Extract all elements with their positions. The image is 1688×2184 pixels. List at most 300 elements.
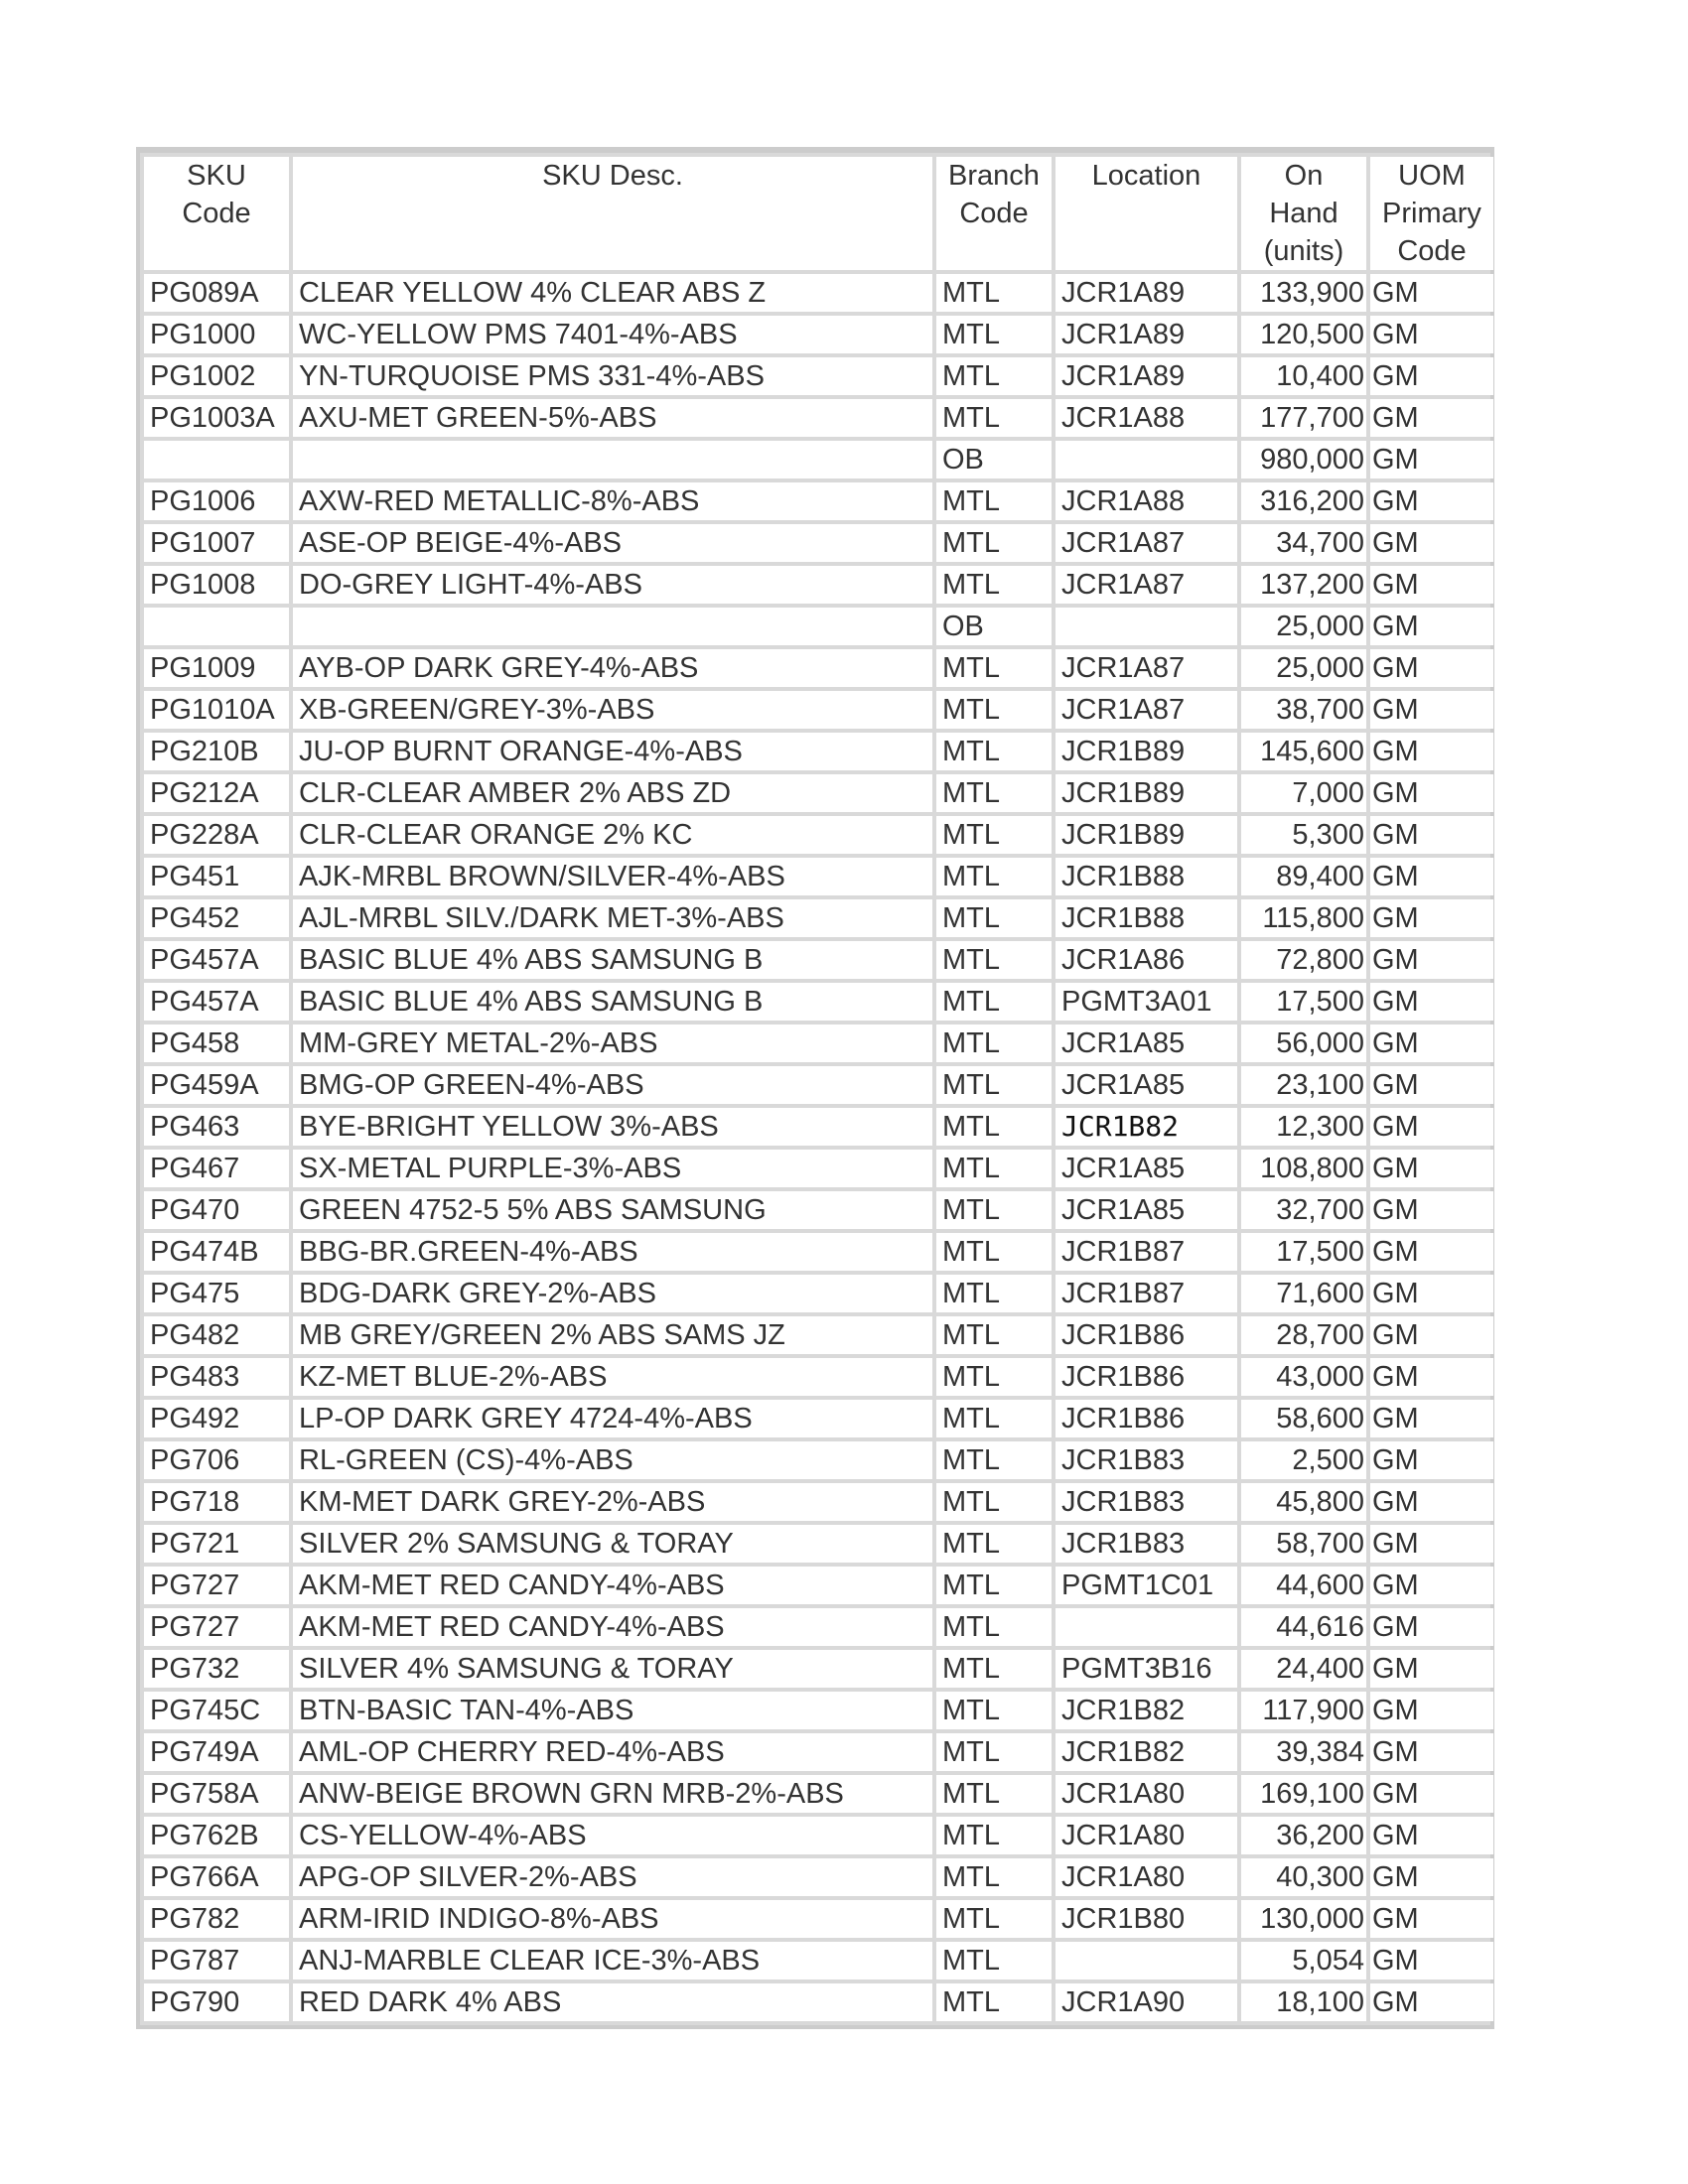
- sku-code-cell: PG787: [144, 1942, 289, 1979]
- location-cell: JCR1B87: [1055, 1233, 1237, 1271]
- table-row: [144, 1358, 1493, 1396]
- on-hand-cell: 133,900: [1241, 274, 1366, 312]
- sku-code-cell: PG457A: [144, 983, 289, 1021]
- sku-desc-cell: AJL-MRBL SILV./DARK MET-3%-ABS: [293, 899, 932, 937]
- branch-code-cell: OB: [936, 608, 1052, 645]
- branch-code-cell: MTL: [936, 1608, 1052, 1646]
- on-hand-cell: 177,700: [1241, 399, 1366, 437]
- table-row: [144, 274, 1493, 312]
- sku-desc-cell: BDG-DARK GREY-2%-ABS: [293, 1275, 932, 1312]
- branch-code-cell: MTL: [936, 1316, 1052, 1354]
- table-row: [144, 357, 1493, 395]
- uom-cell: GM: [1370, 357, 1493, 395]
- sku-desc-cell: RED DARK 4% ABS: [293, 1983, 932, 2021]
- branch-code-cell: MTL: [936, 1024, 1052, 1062]
- branch-code-cell: MTL: [936, 482, 1052, 520]
- header-uom-primary-code: [1370, 157, 1493, 270]
- header-sku-desc: [293, 157, 932, 270]
- table-row: [144, 1525, 1493, 1563]
- table-row: [144, 1108, 1493, 1146]
- uom-cell: GM: [1370, 733, 1493, 770]
- sku-code-cell: PG482: [144, 1316, 289, 1354]
- location-cell: JCR1B82: [1055, 1733, 1237, 1771]
- sku-code-cell: PG1006: [144, 482, 289, 520]
- on-hand-cell: 5,300: [1241, 816, 1366, 854]
- branch-code-cell: MTL: [936, 1066, 1052, 1104]
- location-cell: JCR1B88: [1055, 899, 1237, 937]
- sku-code-cell: [144, 608, 289, 645]
- sku-desc-cell: WC-YELLOW PMS 7401-4%-ABS: [293, 316, 932, 353]
- table-row: [144, 1692, 1493, 1729]
- sku-desc-cell: AML-OP CHERRY RED-4%-ABS: [293, 1733, 932, 1771]
- sku-code-cell: PG1008: [144, 566, 289, 604]
- branch-code-cell: MTL: [936, 649, 1052, 687]
- branch-code-cell: MTL: [936, 816, 1052, 854]
- uom-cell: GM: [1370, 1817, 1493, 1854]
- branch-code-cell: MTL: [936, 733, 1052, 770]
- branch-code-cell: MTL: [936, 1400, 1052, 1437]
- location-cell: JCR1A87: [1055, 691, 1237, 729]
- table-row: [144, 816, 1493, 854]
- location-cell: JCR1A87: [1055, 649, 1237, 687]
- uom-cell: GM: [1370, 608, 1493, 645]
- sku-code-cell: PG457A: [144, 941, 289, 979]
- on-hand-cell: 34,700: [1241, 524, 1366, 562]
- header-branch-code: [936, 157, 1052, 270]
- uom-cell: GM: [1370, 1316, 1493, 1354]
- sku-desc-cell: JU-OP BURNT ORANGE-4%-ABS: [293, 733, 932, 770]
- on-hand-cell: 32,700: [1241, 1191, 1366, 1229]
- sku-code-cell: PG790: [144, 1983, 289, 2021]
- sku-code-cell: PG492: [144, 1400, 289, 1437]
- inventory-table-frame: [136, 147, 1494, 2029]
- sku-desc-cell: LP-OP DARK GREY 4724-4%-ABS: [293, 1400, 932, 1437]
- uom-cell: GM: [1370, 983, 1493, 1021]
- on-hand-cell: 56,000: [1241, 1024, 1366, 1062]
- sku-code-cell: PG463: [144, 1108, 289, 1146]
- uom-cell: GM: [1370, 1150, 1493, 1187]
- location-cell: PGMT3A01: [1055, 983, 1237, 1021]
- location-cell: JCR1A87: [1055, 566, 1237, 604]
- uom-cell: GM: [1370, 1108, 1493, 1146]
- location-cell: [1055, 441, 1237, 478]
- location-cell: JCR1A80: [1055, 1817, 1237, 1854]
- sku-desc-cell: RL-GREEN (CS)-4%-ABS: [293, 1441, 932, 1479]
- location-cell: JCR1B82: [1055, 1108, 1237, 1146]
- header-line: On: [1284, 160, 1324, 192]
- uom-cell: GM: [1370, 1275, 1493, 1312]
- on-hand-cell: 18,100: [1241, 1983, 1366, 2021]
- branch-code-cell: MTL: [936, 399, 1052, 437]
- location-cell: JCR1A88: [1055, 399, 1237, 437]
- sku-code-cell: PG212A: [144, 774, 289, 812]
- branch-code-cell: MTL: [936, 1942, 1052, 1979]
- table-row: [144, 566, 1493, 604]
- table-row: [144, 1567, 1493, 1604]
- branch-code-cell: MTL: [936, 691, 1052, 729]
- table-row: [144, 1608, 1493, 1646]
- sku-code-cell: PG758A: [144, 1775, 289, 1813]
- header-line: Location: [1091, 160, 1201, 192]
- uom-cell: GM: [1370, 941, 1493, 979]
- location-cell: JCR1A87: [1055, 524, 1237, 562]
- branch-code-cell: MTL: [936, 357, 1052, 395]
- location-cell: JCR1A85: [1055, 1150, 1237, 1187]
- on-hand-cell: 17,500: [1241, 1233, 1366, 1271]
- table-row: [144, 1858, 1493, 1896]
- on-hand-cell: 130,000: [1241, 1900, 1366, 1938]
- header-line: SKU: [187, 160, 246, 192]
- on-hand-cell: 25,000: [1241, 608, 1366, 645]
- table-row: [144, 1150, 1493, 1187]
- sku-code-cell: PG1002: [144, 357, 289, 395]
- table-row: [144, 399, 1493, 437]
- table-row: [144, 733, 1493, 770]
- on-hand-cell: 58,600: [1241, 1400, 1366, 1437]
- sku-desc-cell: AJK-MRBL BROWN/SILVER-4%-ABS: [293, 858, 932, 895]
- uom-cell: GM: [1370, 1233, 1493, 1271]
- on-hand-cell: 2,500: [1241, 1441, 1366, 1479]
- sku-code-cell: PG451: [144, 858, 289, 895]
- table-row: [144, 1233, 1493, 1271]
- table-row: [144, 1191, 1493, 1229]
- header-line: UOM: [1398, 160, 1466, 192]
- sku-desc-cell: SILVER 4% SAMSUNG & TORAY: [293, 1650, 932, 1688]
- header-row: [144, 157, 1493, 270]
- uom-cell: GM: [1370, 482, 1493, 520]
- sku-desc-cell: ASE-OP BEIGE-4%-ABS: [293, 524, 932, 562]
- location-cell: JCR1B86: [1055, 1316, 1237, 1354]
- table-row: [144, 1817, 1493, 1854]
- sku-code-cell: PG721: [144, 1525, 289, 1563]
- uom-cell: GM: [1370, 1525, 1493, 1563]
- sku-desc-cell: BYE-BRIGHT YELLOW 3%-ABS: [293, 1108, 932, 1146]
- table-row: [144, 1942, 1493, 1979]
- branch-code-cell: OB: [936, 441, 1052, 478]
- table-row: [144, 941, 1493, 979]
- on-hand-cell: 5,054: [1241, 1942, 1366, 1979]
- on-hand-cell: 115,800: [1241, 899, 1366, 937]
- location-cell: JCR1A80: [1055, 1775, 1237, 1813]
- sku-desc-cell: MM-GREY METAL-2%-ABS: [293, 1024, 932, 1062]
- branch-code-cell: MTL: [936, 1650, 1052, 1688]
- sku-code-cell: PG782: [144, 1900, 289, 1938]
- branch-code-cell: MTL: [936, 1150, 1052, 1187]
- on-hand-cell: 40,300: [1241, 1858, 1366, 1896]
- sku-code-cell: PG1003A: [144, 399, 289, 437]
- sku-code-cell: PG475: [144, 1275, 289, 1312]
- uom-cell: GM: [1370, 1066, 1493, 1104]
- on-hand-cell: 38,700: [1241, 691, 1366, 729]
- table-body: [144, 274, 1493, 2021]
- on-hand-cell: 44,616: [1241, 1608, 1366, 1646]
- uom-cell: GM: [1370, 858, 1493, 895]
- table-row: [144, 1275, 1493, 1312]
- table-row: [144, 1024, 1493, 1062]
- on-hand-cell: 7,000: [1241, 774, 1366, 812]
- table-row: [144, 983, 1493, 1021]
- on-hand-cell: 89,400: [1241, 858, 1366, 895]
- table-row: [144, 1316, 1493, 1354]
- uom-cell: GM: [1370, 1441, 1493, 1479]
- header-line: Primary: [1382, 198, 1481, 229]
- location-cell: JCR1B83: [1055, 1441, 1237, 1479]
- header-line: Code: [1397, 235, 1467, 267]
- location-cell: JCR1B89: [1055, 733, 1237, 770]
- on-hand-cell: 117,900: [1241, 1692, 1366, 1729]
- table-row: [144, 316, 1493, 353]
- location-cell: JCR1A89: [1055, 316, 1237, 353]
- table-row: [144, 1650, 1493, 1688]
- sku-code-cell: PG1009: [144, 649, 289, 687]
- location-cell: JCR1A86: [1055, 941, 1237, 979]
- location-cell: [1055, 1608, 1237, 1646]
- on-hand-cell: 71,600: [1241, 1275, 1366, 1312]
- uom-cell: GM: [1370, 774, 1493, 812]
- branch-code-cell: MTL: [936, 1483, 1052, 1521]
- sku-desc-cell: APG-OP SILVER-2%-ABS: [293, 1858, 932, 1896]
- sku-desc-cell: BMG-OP GREEN-4%-ABS: [293, 1066, 932, 1104]
- location-cell: JCR1B88: [1055, 858, 1237, 895]
- on-hand-cell: 169,100: [1241, 1775, 1366, 1813]
- on-hand-cell: 120,500: [1241, 316, 1366, 353]
- location-cell: JCR1A89: [1055, 357, 1237, 395]
- table-row: [144, 1400, 1493, 1437]
- sku-desc-cell: SX-METAL PURPLE-3%-ABS: [293, 1150, 932, 1187]
- branch-code-cell: MTL: [936, 1233, 1052, 1271]
- location-cell: JCR1B82: [1055, 1692, 1237, 1729]
- uom-cell: GM: [1370, 274, 1493, 312]
- uom-cell: GM: [1370, 1983, 1493, 2021]
- sku-code-cell: [144, 441, 289, 478]
- uom-cell: GM: [1370, 1358, 1493, 1396]
- uom-cell: GM: [1370, 1483, 1493, 1521]
- branch-code-cell: MTL: [936, 899, 1052, 937]
- table-row: [144, 649, 1493, 687]
- sku-code-cell: PG766A: [144, 1858, 289, 1896]
- table-row: [144, 1441, 1493, 1479]
- sku-desc-cell: YN-TURQUOISE PMS 331-4%-ABS: [293, 357, 932, 395]
- sku-desc-cell: GREEN 4752-5 5% ABS SAMSUNG: [293, 1191, 932, 1229]
- uom-cell: GM: [1370, 316, 1493, 353]
- header-line: Hand: [1269, 198, 1338, 229]
- on-hand-cell: 24,400: [1241, 1650, 1366, 1688]
- uom-cell: GM: [1370, 566, 1493, 604]
- sku-desc-cell: [293, 441, 932, 478]
- uom-cell: GM: [1370, 1608, 1493, 1646]
- location-cell: JCR1B89: [1055, 774, 1237, 812]
- branch-code-cell: MTL: [936, 524, 1052, 562]
- uom-cell: GM: [1370, 899, 1493, 937]
- sku-desc-cell: CLR-CLEAR AMBER 2% ABS ZD: [293, 774, 932, 812]
- header-line: SKU Desc.: [542, 160, 683, 192]
- location-cell: [1055, 1942, 1237, 1979]
- uom-cell: GM: [1370, 1567, 1493, 1604]
- sku-desc-cell: AXW-RED METALLIC-8%-ABS: [293, 482, 932, 520]
- branch-code-cell: MTL: [936, 274, 1052, 312]
- sku-code-cell: PG474B: [144, 1233, 289, 1271]
- sku-code-cell: PG749A: [144, 1733, 289, 1771]
- on-hand-cell: 25,000: [1241, 649, 1366, 687]
- on-hand-cell: 10,400: [1241, 357, 1366, 395]
- branch-code-cell: MTL: [936, 1525, 1052, 1563]
- sku-code-cell: PG762B: [144, 1817, 289, 1854]
- sku-code-cell: PG718: [144, 1483, 289, 1521]
- table-row: [144, 608, 1493, 645]
- on-hand-cell: 23,100: [1241, 1066, 1366, 1104]
- uom-cell: GM: [1370, 816, 1493, 854]
- uom-cell: GM: [1370, 1400, 1493, 1437]
- table-row: [144, 774, 1493, 812]
- uom-cell: GM: [1370, 524, 1493, 562]
- on-hand-cell: 137,200: [1241, 566, 1366, 604]
- branch-code-cell: MTL: [936, 1900, 1052, 1938]
- on-hand-cell: 44,600: [1241, 1567, 1366, 1604]
- sku-desc-cell: DO-GREY LIGHT-4%-ABS: [293, 566, 932, 604]
- header-on-hand: [1241, 157, 1366, 270]
- location-cell: JCR1A88: [1055, 482, 1237, 520]
- table-row: [144, 1775, 1493, 1813]
- location-cell: PGMT1C01: [1055, 1567, 1237, 1604]
- table-row: [144, 1066, 1493, 1104]
- branch-code-cell: MTL: [936, 316, 1052, 353]
- sku-code-cell: PG1000: [144, 316, 289, 353]
- sku-desc-cell: ARM-IRID INDIGO-8%-ABS: [293, 1900, 932, 1938]
- branch-code-cell: MTL: [936, 983, 1052, 1021]
- table-row: [144, 482, 1493, 520]
- on-hand-cell: 58,700: [1241, 1525, 1366, 1563]
- table-row: [144, 1983, 1493, 2021]
- location-cell: JCR1B83: [1055, 1525, 1237, 1563]
- location-cell: JCR1B89: [1055, 816, 1237, 854]
- branch-code-cell: MTL: [936, 1108, 1052, 1146]
- on-hand-cell: 316,200: [1241, 482, 1366, 520]
- table-row: [144, 899, 1493, 937]
- header-sku-code: [144, 157, 289, 270]
- header-line: Branch: [948, 160, 1040, 192]
- location-cell: JCR1B86: [1055, 1400, 1237, 1437]
- table-row: [144, 524, 1493, 562]
- location-cell: JCR1A85: [1055, 1191, 1237, 1229]
- branch-code-cell: MTL: [936, 1191, 1052, 1229]
- header-line: Code: [959, 198, 1029, 229]
- sku-desc-cell: BASIC BLUE 4% ABS SAMSUNG B: [293, 983, 932, 1021]
- sku-desc-cell: AXU-MET GREEN-5%-ABS: [293, 399, 932, 437]
- on-hand-cell: 36,200: [1241, 1817, 1366, 1854]
- branch-code-cell: MTL: [936, 941, 1052, 979]
- header-location: [1055, 157, 1237, 270]
- sku-code-cell: PG1007: [144, 524, 289, 562]
- on-hand-cell: 12,300: [1241, 1108, 1366, 1146]
- uom-cell: GM: [1370, 441, 1493, 478]
- sku-code-cell: PG210B: [144, 733, 289, 770]
- branch-code-cell: MTL: [936, 566, 1052, 604]
- sku-desc-cell: CLR-CLEAR ORANGE 2% KC: [293, 816, 932, 854]
- uom-cell: GM: [1370, 1900, 1493, 1938]
- on-hand-cell: 39,384: [1241, 1733, 1366, 1771]
- sku-desc-cell: KM-MET DARK GREY-2%-ABS: [293, 1483, 932, 1521]
- location-cell: JCR1B80: [1055, 1900, 1237, 1938]
- sku-desc-cell: AYB-OP DARK GREY-4%-ABS: [293, 649, 932, 687]
- sku-code-cell: PG458: [144, 1024, 289, 1062]
- sku-desc-cell: AKM-MET RED CANDY-4%-ABS: [293, 1608, 932, 1646]
- sku-desc-cell: CS-YELLOW-4%-ABS: [293, 1817, 932, 1854]
- on-hand-cell: 980,000: [1241, 441, 1366, 478]
- on-hand-cell: 28,700: [1241, 1316, 1366, 1354]
- uom-cell: GM: [1370, 1858, 1493, 1896]
- sku-code-cell: PG727: [144, 1567, 289, 1604]
- branch-code-cell: MTL: [936, 1733, 1052, 1771]
- inventory-table: [140, 153, 1497, 2025]
- sku-desc-cell: BTN-BASIC TAN-4%-ABS: [293, 1692, 932, 1729]
- branch-code-cell: MTL: [936, 1441, 1052, 1479]
- sku-desc-cell: XB-GREEN/GREY-3%-ABS: [293, 691, 932, 729]
- location-cell: JCR1A90: [1055, 1983, 1237, 2021]
- sku-code-cell: PG727: [144, 1608, 289, 1646]
- sku-desc-cell: SILVER 2% SAMSUNG & TORAY: [293, 1525, 932, 1563]
- sku-desc-cell: ANJ-MARBLE CLEAR ICE-3%-ABS: [293, 1942, 932, 1979]
- sku-code-cell: PG483: [144, 1358, 289, 1396]
- location-cell: JCR1A85: [1055, 1024, 1237, 1062]
- header-line: (units): [1263, 235, 1344, 267]
- uom-cell: GM: [1370, 1024, 1493, 1062]
- sku-code-cell: PG089A: [144, 274, 289, 312]
- sku-desc-cell: ANW-BEIGE BROWN GRN MRB-2%-ABS: [293, 1775, 932, 1813]
- sku-desc-cell: MB GREY/GREEN 2% ABS SAMS JZ: [293, 1316, 932, 1354]
- branch-code-cell: MTL: [936, 1817, 1052, 1854]
- uom-cell: GM: [1370, 1775, 1493, 1813]
- uom-cell: GM: [1370, 649, 1493, 687]
- sku-code-cell: PG732: [144, 1650, 289, 1688]
- sku-code-cell: PG459A: [144, 1066, 289, 1104]
- branch-code-cell: MTL: [936, 858, 1052, 895]
- sku-desc-cell: AKM-MET RED CANDY-4%-ABS: [293, 1567, 932, 1604]
- sku-desc-cell: BASIC BLUE 4% ABS SAMSUNG B: [293, 941, 932, 979]
- sku-code-cell: PG228A: [144, 816, 289, 854]
- location-cell: JCR1A80: [1055, 1858, 1237, 1896]
- sku-code-cell: PG470: [144, 1191, 289, 1229]
- branch-code-cell: MTL: [936, 774, 1052, 812]
- on-hand-cell: 72,800: [1241, 941, 1366, 979]
- on-hand-cell: 145,600: [1241, 733, 1366, 770]
- on-hand-cell: 17,500: [1241, 983, 1366, 1021]
- table-row: [144, 1900, 1493, 1938]
- sku-code-cell: PG745C: [144, 1692, 289, 1729]
- table-row: [144, 1483, 1493, 1521]
- uom-cell: GM: [1370, 1942, 1493, 1979]
- sku-desc-cell: KZ-MET BLUE-2%-ABS: [293, 1358, 932, 1396]
- location-cell: [1055, 608, 1237, 645]
- uom-cell: GM: [1370, 399, 1493, 437]
- location-cell: JCR1B87: [1055, 1275, 1237, 1312]
- uom-cell: GM: [1370, 1650, 1493, 1688]
- table-row: [144, 441, 1493, 478]
- branch-code-cell: MTL: [936, 1775, 1052, 1813]
- sku-desc-cell: CLEAR YELLOW 4% CLEAR ABS Z: [293, 274, 932, 312]
- location-cell: JCR1A85: [1055, 1066, 1237, 1104]
- on-hand-cell: 43,000: [1241, 1358, 1366, 1396]
- header-line: Code: [182, 198, 251, 229]
- uom-cell: GM: [1370, 1191, 1493, 1229]
- table-row: [144, 691, 1493, 729]
- branch-code-cell: MTL: [936, 1983, 1052, 2021]
- branch-code-cell: MTL: [936, 1858, 1052, 1896]
- on-hand-cell: 108,800: [1241, 1150, 1366, 1187]
- sku-code-cell: PG467: [144, 1150, 289, 1187]
- location-cell: JCR1B86: [1055, 1358, 1237, 1396]
- location-cell: PGMT3B16: [1055, 1650, 1237, 1688]
- sku-desc-cell: [293, 608, 932, 645]
